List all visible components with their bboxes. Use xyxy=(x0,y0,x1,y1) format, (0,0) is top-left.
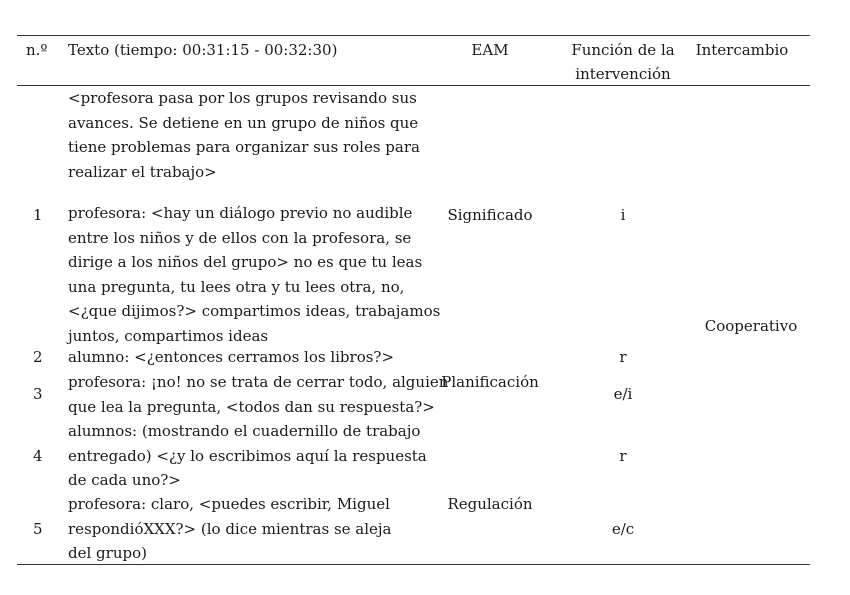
row-1-num: 1 xyxy=(33,206,43,224)
row-5-funcion: e/c xyxy=(611,520,635,538)
row-5-num: 5 xyxy=(33,520,43,538)
row-3-line: que lea la pregunta, <todos dan su respuesta?> xyxy=(68,397,435,416)
row-5-text xyxy=(68,492,417,566)
row-4-funcion: r xyxy=(619,447,627,465)
row-1-line: <¿que dijimos?> compartimos ideas, trabajamos xyxy=(68,302,441,320)
top-rule xyxy=(17,35,810,36)
row-0-line: avances. Se detiene en un grupo de niños que xyxy=(68,113,419,132)
row-1-text xyxy=(68,201,441,348)
row-2-text xyxy=(68,345,417,370)
row-1-eam: Significado xyxy=(447,206,533,224)
row-5-line: respondióXXX?> (lo dice mientras se aleja xyxy=(68,519,392,538)
row-4-text xyxy=(68,419,427,493)
row-1-line: dirige a los niños del grupo> no es que tu leas xyxy=(68,253,423,271)
row-3-num: 3 xyxy=(33,385,43,403)
row-0-line: tiene problemas para organizar sus roles para xyxy=(68,138,420,156)
header-funcion-line1: Función de la xyxy=(571,41,675,59)
row-4-line: entregado) <¿y lo escribimos aquí la respuesta xyxy=(68,446,427,465)
row-2-line: alumno: <¿entonces cerramos los libros?> xyxy=(68,348,395,366)
row-1-line: profesora: <hay un diálogo previo no audible xyxy=(68,204,413,222)
row-3-line: profesora: ¡no! no se trata de cerrar todo, alguien xyxy=(68,373,449,391)
row-3-funcion: e/i xyxy=(613,385,633,403)
row-0-line: realizar el trabajo> xyxy=(68,162,217,181)
row-2-funcion: r xyxy=(619,348,627,366)
row-0-text xyxy=(68,86,420,184)
row-4-line: de cada uno?> xyxy=(68,471,181,489)
intercambio-value: Cooperativo xyxy=(704,317,798,335)
row-4-line: alumnos: (mostrando el cuadernillo de trabajo xyxy=(68,422,421,440)
header-eam: EAM xyxy=(471,41,509,59)
header-text: Texto (tiempo: 00:31:15 - 00:32:30) xyxy=(68,41,338,59)
row-3-text xyxy=(68,370,449,419)
header-funcion-line2: intervención xyxy=(575,65,671,83)
row-5-eam: Regulación xyxy=(447,495,533,513)
row-1-line: entre los niños y de ellos con la profesora, se xyxy=(68,228,412,247)
row-1-line: juntos, compartimos ideas xyxy=(68,326,269,345)
row-1-funcion: i xyxy=(620,206,626,224)
row-2-num: 2 xyxy=(33,348,43,366)
row-1-line: una pregunta, tu lees otra y tu lees otra, no, xyxy=(68,277,405,296)
row-3-eam: Planificación xyxy=(441,373,539,391)
row-0-line: <profesora pasa por los grupos revisando sus xyxy=(68,89,417,107)
row-5-line: profesora: claro, <puedes escribir, Miguel xyxy=(68,495,390,513)
header-num: n.º xyxy=(26,41,48,59)
row-5-line: del grupo) xyxy=(68,544,147,562)
header-intercambio: Intercambio xyxy=(695,41,789,59)
row-4-num: 4 xyxy=(33,447,43,465)
